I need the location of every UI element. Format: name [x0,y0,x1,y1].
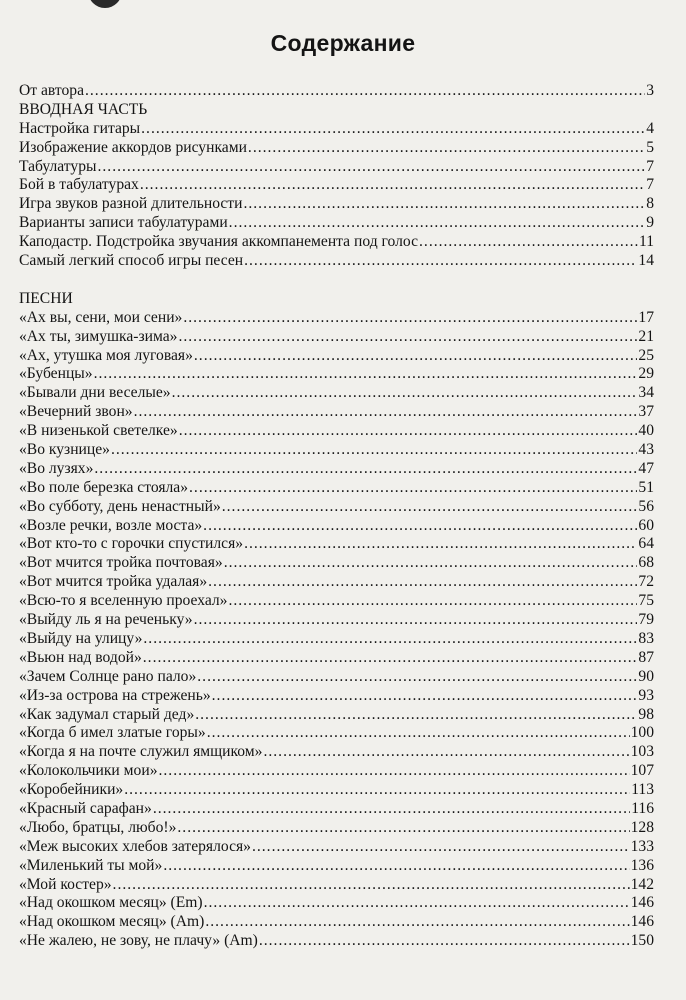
toc-entry[interactable] [19,384,654,403]
toc-entry[interactable] [19,535,654,554]
toc-entry-label: «Вьюн над водой» [19,648,142,666]
toc-entry-label: «Ах, утушка моя луговая» [19,346,193,364]
page-title: Содержание [270,30,416,56]
toc-entry-page: 133 [630,837,654,855]
toc-entry-label: «Красный сарафан» [19,799,152,817]
toc-entry[interactable] [19,252,654,271]
leader-dots [244,535,637,554]
leader-dots [163,857,629,876]
toc-entry-label: «Выйду на улицу» [19,629,143,647]
toc-entry-page: 29 [638,365,654,383]
toc-entry[interactable] [19,460,654,479]
toc-entry[interactable] [19,365,654,384]
leader-dots [224,554,638,573]
toc-entry-page: 25 [638,346,654,364]
toc-entry[interactable] [19,857,654,876]
leader-dots [263,743,629,762]
toc-entry-page: 34 [638,384,654,402]
toc-entry-page: 68 [638,554,654,572]
toc-entry-label: «Как задумал старый дед» [19,705,195,723]
toc-entry[interactable] [19,687,654,706]
toc-entry-label: «Меж высоких хлебов затерялося» [19,837,251,855]
toc-entry[interactable] [19,403,654,422]
toc-entry[interactable] [19,120,654,139]
leader-dots [244,252,637,271]
leader-dots [204,894,630,913]
leader-dots [179,422,638,441]
toc-entry[interactable] [19,894,654,913]
toc-entry-preface[interactable] [19,82,654,101]
section-heading-intro: ВВОДНАЯ ЧАСТЬ [19,100,148,118]
toc-entry[interactable] [19,479,654,498]
toc-entry[interactable] [19,328,654,347]
toc-entry-label: «Во кузнице» [19,441,110,459]
leader-dots [159,762,630,781]
leader-dots [178,328,637,347]
leader-dots [141,120,645,139]
toc-entry-page: 87 [638,648,654,666]
toc-entry[interactable] [19,706,654,725]
table-of-contents [19,82,654,951]
toc-entry[interactable] [19,781,654,800]
toc-entry-label: «Любо, братцы, любо!» [19,818,177,836]
toc-entry[interactable] [19,176,654,195]
toc-entry[interactable] [19,573,654,592]
toc-entry-page: 75 [638,592,654,610]
toc-entry-page: 72 [638,573,654,591]
toc-entry-label: «Выйду ль я на реченьку» [19,611,193,629]
toc-entry[interactable] [19,309,654,328]
leader-dots [207,724,630,743]
toc-entry[interactable] [19,139,654,158]
toc-entry-page: 116 [631,799,654,817]
toc-entry-label: «Вот мчится тройка почтовая» [19,554,223,572]
toc-entry-label: «Возле речки, возле моста» [19,516,203,534]
toc-entry-page: 142 [630,875,654,893]
toc-entry[interactable] [19,158,654,177]
toc-entry[interactable] [19,724,654,743]
leader-dots [419,233,638,252]
toc-entry-page: 47 [638,459,654,477]
toc-entry[interactable] [19,762,654,781]
leader-dots [113,876,630,895]
toc-entry-page: 93 [638,686,654,704]
toc-entry-label: «Во лузях» [19,459,94,477]
toc-entry-page: 37 [638,403,654,421]
toc-entry[interactable] [19,498,654,517]
leader-dots [194,347,638,366]
toc-entry-page: 150 [630,932,654,950]
leader-dots [252,838,630,857]
toc-entry-page: 7 [646,176,654,194]
toc-entry[interactable] [19,347,654,366]
leader-dots [183,309,637,328]
toc-entry-label: «Когда б имел златые горы» [19,724,206,742]
toc-entry-label: «Во поле березка стояла» [19,478,189,496]
toc-entry-page: 98 [638,705,654,723]
toc-entry-page: 11 [638,233,654,251]
intro-list [19,120,654,271]
toc-entry-label: Каподастр. Подстройка звучания аккомпанемента под голос [19,233,419,251]
toc-entry[interactable] [19,214,654,233]
toc-entry-page: 3 [646,82,654,99]
toc-entry-page: 9 [646,214,654,232]
toc-entry-label: «Когда я на почте служил ямщиком» [19,743,263,761]
toc-entry-label: «Зачем Солнце рано пало» [19,667,197,685]
toc-entry[interactable] [19,517,654,536]
toc-entry[interactable] [19,913,654,932]
toc-entry-page: 17 [638,308,654,326]
toc-entry[interactable] [19,630,654,649]
toc-entry-page: 40 [638,422,654,440]
toc-entry-label: «Вот кто-то с горочки спустился» [19,535,244,553]
toc-entry-page: 60 [638,516,654,534]
toc-entry-page: 43 [638,441,654,459]
toc-entry-label: Табулатуры [19,157,97,175]
leader-dots [203,517,637,536]
leader-dots [124,781,630,800]
toc-entry-label: «Ах вы, сени, мои сени» [19,308,183,326]
page-corner-mark [88,0,122,8]
songs-list [19,309,654,951]
toc-entry-label: «Колокольчики мои» [19,762,158,780]
toc-entry[interactable] [19,800,654,819]
toc-entry-page: 5 [646,138,654,156]
toc-entry[interactable] [19,668,654,687]
toc-entry-page: 56 [638,497,654,515]
leader-dots [195,706,637,725]
toc-entry-page: 7 [646,157,654,175]
toc-entry-label: «Всю-то я вселенную проехал» [19,592,228,610]
leader-dots [143,649,638,668]
leader-dots [208,573,637,592]
leader-dots [172,384,638,403]
leader-dots [194,611,638,630]
toc-entry-page: 136 [630,856,654,874]
toc-entry-label: «Мой костер» [19,875,112,893]
toc-entry[interactable] [19,233,654,252]
toc-entry-label: «Над окошком месяц» (Am) [19,913,205,931]
toc-entry-label: Изображение аккордов рисунками [19,138,247,156]
leader-dots [222,498,638,517]
leader-dots [212,687,638,706]
section-gap [19,271,654,290]
toc-entry-label: «Во субботу, день ненастный» [19,497,221,515]
toc-entry-label: «Бывали дни веселые» [19,384,171,402]
toc-entry-page: 4 [646,119,654,137]
leader-dots [259,932,630,951]
toc-entry-page: 146 [630,913,654,931]
leader-dots [229,214,646,233]
toc-entry[interactable] [19,819,654,838]
leader-dots [243,195,645,214]
toc-entry-label: «Не жалею, не зову, не плачу» (Am) [19,932,258,950]
toc-entry[interactable] [19,743,654,762]
toc-entry[interactable] [19,195,654,214]
toc-entry[interactable] [19,838,654,857]
toc-entry-label: «Ах ты, зимушка-зима» [19,327,178,345]
section-heading-songs: ПЕСНИ [19,289,73,307]
toc-entry-page: 14 [638,252,654,270]
toc-entry-label: «Из-за острова на стрежень» [19,686,211,704]
toc-entry-label: Самый легкий способ игры песен [19,252,244,270]
toc-entry-label: «Вечерний звон» [19,403,133,421]
leader-dots [153,800,630,819]
leader-dots [98,158,646,177]
toc-entry[interactable] [19,422,654,441]
toc-entry-page: 64 [638,535,654,553]
leader-dots [134,403,638,422]
toc-entry-label: «В низенькой светелке» [19,422,178,440]
toc-entry-page: 21 [638,327,654,345]
toc-entry-label: Игра звуков разной длительности [19,195,243,213]
toc-entry-label: «Над окошком месяц» (Em) [19,894,203,912]
toc-entry-page: 128 [630,818,654,836]
toc-entry[interactable] [19,611,654,630]
toc-entry[interactable] [19,592,654,611]
leader-dots [111,441,637,460]
leader-dots [177,819,629,838]
toc-entry[interactable] [19,876,654,895]
leader-dots [205,913,629,932]
leader-dots [248,139,645,158]
leader-dots [94,365,638,384]
toc-entry-label: От автора [19,82,84,99]
toc-entry-page: 107 [630,762,654,780]
toc-entry-label: «Коробейники» [19,781,124,799]
toc-entry-label: Бой в табулатурах [19,176,139,194]
toc-entry-page: 79 [638,611,654,629]
toc-entry[interactable] [19,649,654,668]
leader-dots [197,668,637,687]
toc-entry-page: 113 [631,781,654,799]
toc-entry-label: Варианты записи табулатурами [19,214,228,232]
toc-entry[interactable] [19,932,654,951]
toc-entry-label: «Бубенцы» [19,365,93,383]
leader-dots [143,630,637,649]
toc-entry-page: 103 [630,743,654,761]
toc-entry-page: 83 [638,629,654,647]
leader-dots [94,460,637,479]
toc-entry-page: 100 [630,724,654,742]
leader-dots [85,82,645,101]
toc-entry[interactable] [19,441,654,460]
toc-entry-label: «Миленький ты мой» [19,856,163,874]
leader-dots [140,176,645,195]
toc-entry-page: 146 [630,894,654,912]
leader-dots [228,592,637,611]
toc-entry-label: Настройка гитары [19,119,141,137]
toc-entry-label: «Вот мчится тройка удалая» [19,573,208,591]
toc-entry-page: 51 [638,478,654,496]
leader-dots [189,479,637,498]
toc-entry-page: 8 [646,195,654,213]
toc-entry[interactable] [19,554,654,573]
toc-entry-page: 90 [638,667,654,685]
